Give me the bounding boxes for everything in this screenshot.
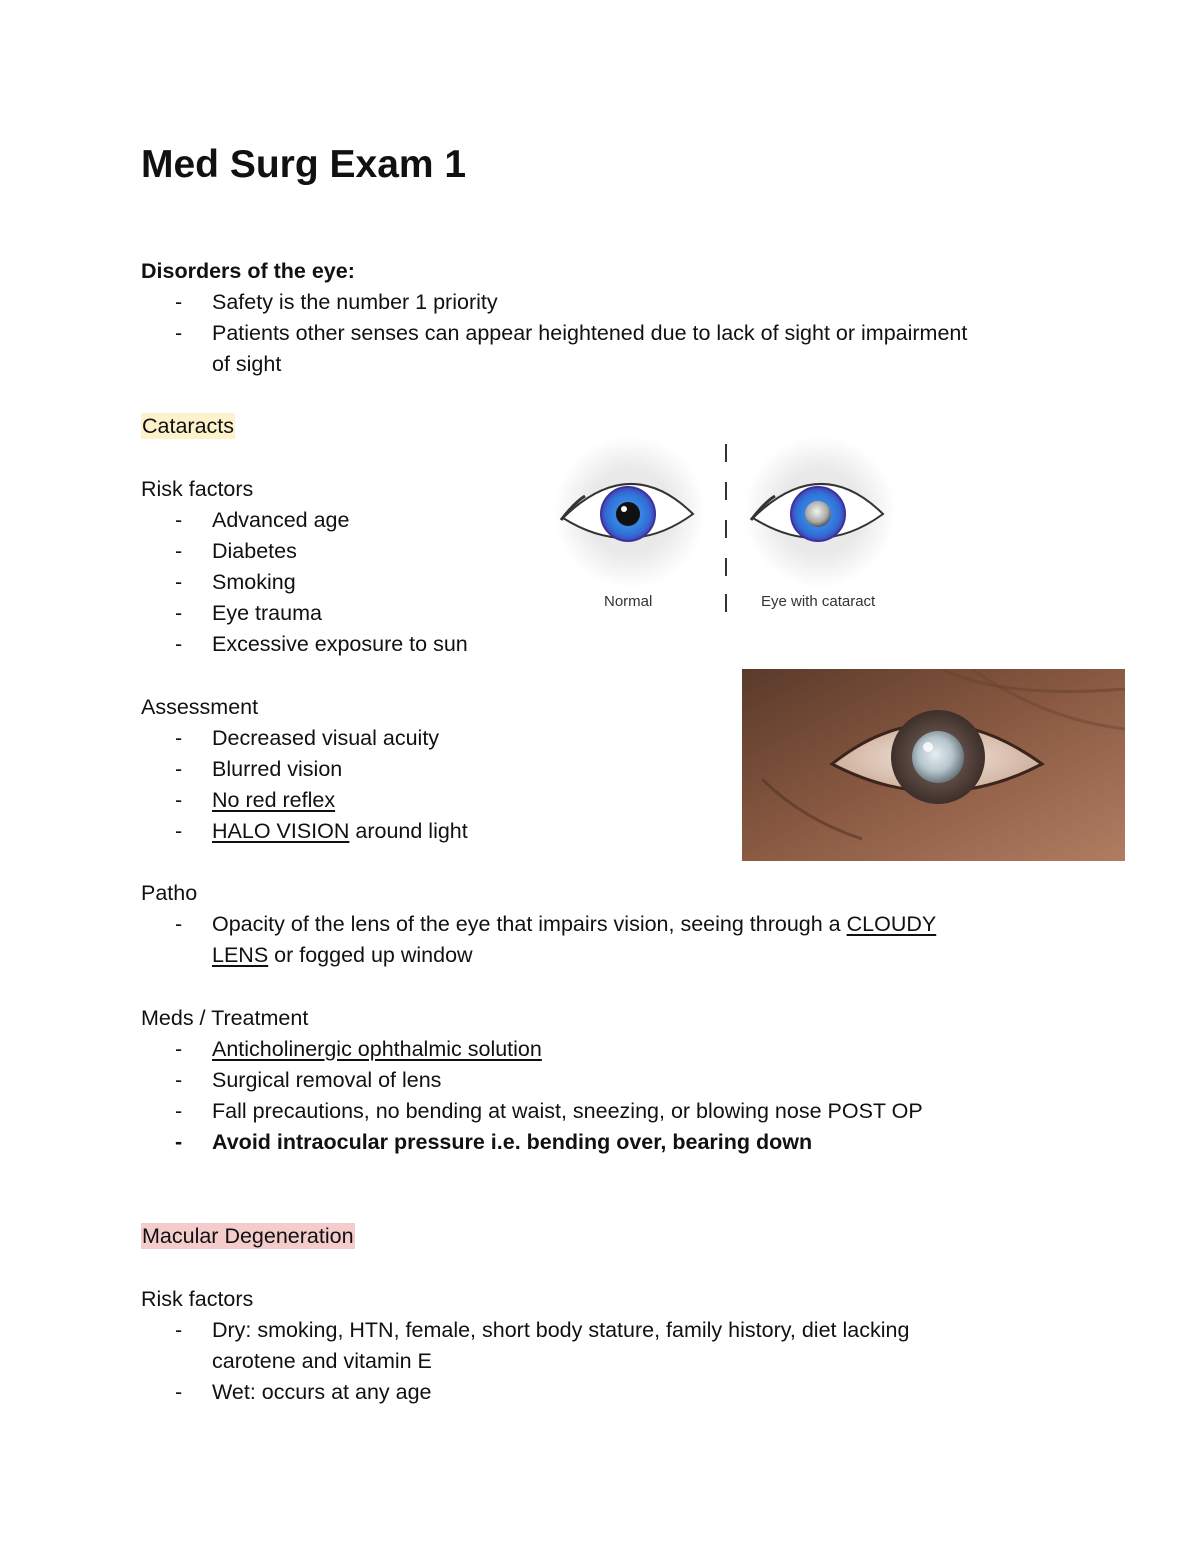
section-heading-disorders: Disorders of the eye: [141, 259, 355, 283]
normal-eye-icon [554, 436, 706, 588]
caption-normal: Normal [604, 593, 653, 610]
section-heading-macular-degeneration: Macular Degeneration [142, 1224, 354, 1248]
subheading-risk-factors: Risk factors [141, 477, 254, 501]
document-page: Med Surg Exam 1 Disorders of the eye: - Safety is the number 1 priority - Patients other senses can appear heightened due to lack of sight or impairment of sight Cataracts Risk factors - Advanced age - Diabetes - Smoking - Eye trauma - Excessive exposure to sun Assessment - Decreased visual acuity - Blurred vision - No red reflex - HALO VISION around light Patho - Opacity of the lens of the eye that impairs vision, seeing through a CLOUDY LENS or fogged up window Meds / Treatment - Anticholinergic ophthalmic solution - Surgical removal of lens - Fall precautions, no bending at waist, sneezing, or blowing nose POST OP - Avoid intraocular pressure i.e. bending over, bearing down Macular Degeneration Risk factors - Dry: smoking, HTN, female, short body stature, family history, diet lacking carotene and vitamin E - Wet: occurs at any age Normal Eye with cataract [0, 0, 1200, 1553]
cataract-eye-icon [744, 436, 896, 588]
eye-comparison-diagram [545, 432, 905, 622]
page-title: Med Surg Exam 1 [141, 143, 467, 186]
subheading-patho: Patho [141, 881, 198, 905]
caption-eye-with-cataract: Eye with cataract [761, 593, 876, 610]
cataract-eye-photo [742, 669, 1125, 861]
subheading-assessment: Assessment [141, 695, 259, 719]
subheading-risk-factors: Risk factors [141, 1287, 254, 1311]
subheading-meds-treatment: Meds / Treatment [141, 1006, 309, 1030]
section-heading-cataracts: Cataracts [142, 414, 235, 438]
